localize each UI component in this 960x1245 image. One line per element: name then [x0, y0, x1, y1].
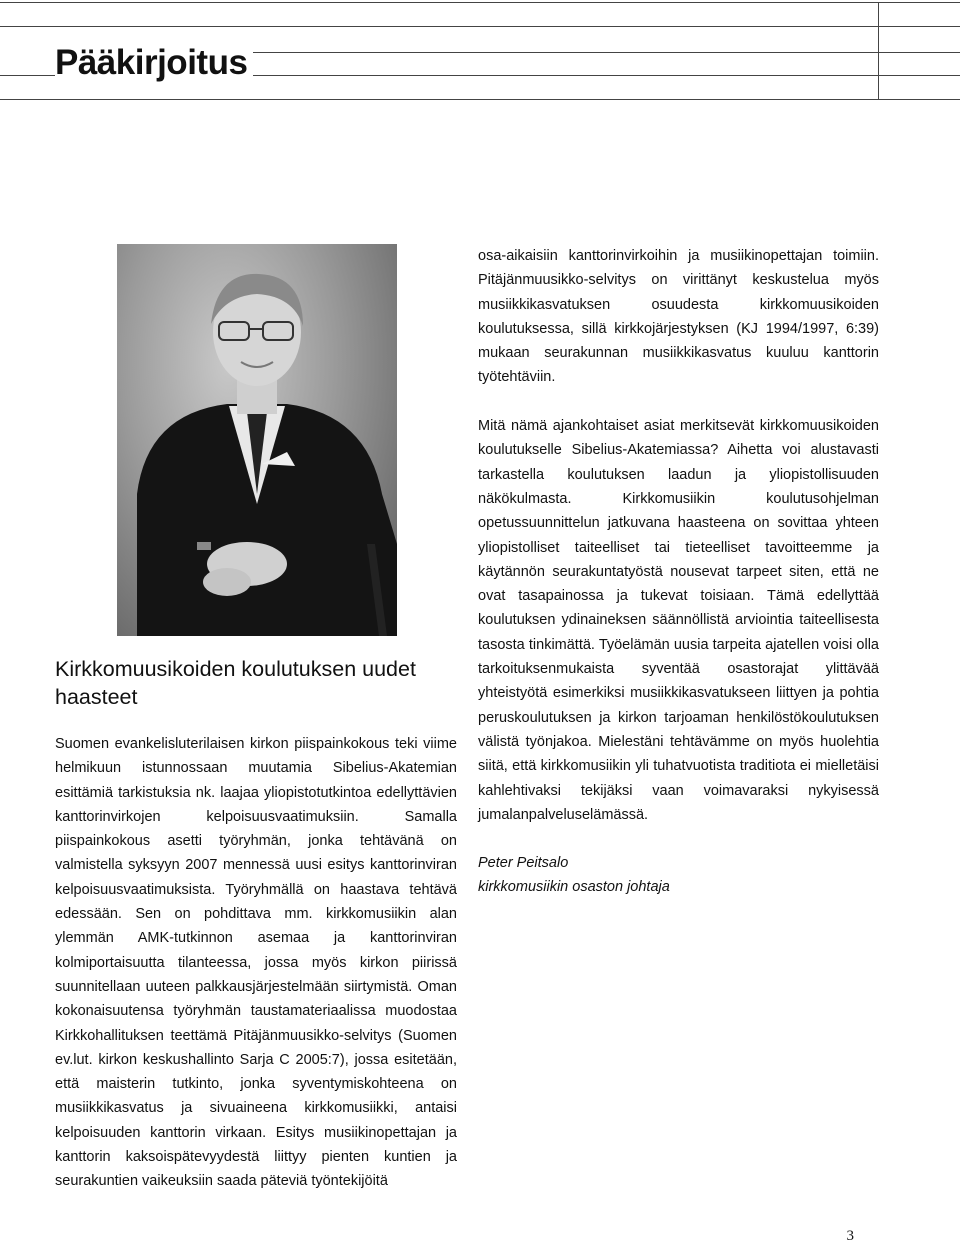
page-number: 3: [846, 1228, 854, 1244]
header-vertical-rule: [878, 2, 879, 99]
signature: [478, 851, 879, 900]
signature-role: kirkkomusiikin osaston johtaja: [478, 879, 670, 896]
portrait-icon: [117, 244, 397, 636]
portrait-photo: [117, 244, 397, 636]
article-left-column: [55, 655, 457, 1194]
article-paragraph: Mitä nämä ajankohtaiset asiat merkitsevät kirkkomuusikoiden koulutukselle Sibelius-Akatemiassa? Aihetta voi alustavasti tarkastella koulutuksen laadun ja yliopistollisuuden näkökulmasta. Kirkkomusiikin koulutusohjelman opetussuunnittelun jatkuvana haasteena on sovittaa yhteen yliopistolliset taiteelliset tai tieteelliset tavoitteemme ja käytännön seurakuntatyöstä nousevat tarpeet siten, että ne ovat tasapainossa ja tukevat toisiaan. Tämä edellyttää koulutuksen ydinaineksen säännöllistä arviointia taiteellisesta tasosta tinkimättä. Työelämän uusia tarpeita ajatellen voisi olla tarkoituksenmukaista syventää osastorajat ylittävää yhteistyötä esimerkiksi musiikkikasvatukseen liittyen ja pohtia peruskoulutuksen ja kirkon tarjoaman henkilöstökoulutuksen välistä työnjakoa. Mielestäni tehtävämme on myös huolehtia siitä, että kirkkomusiikin yli tuhatvuotista traditiota ei mielletäisi kahlehtivaksi tekijäksi vaan voimavaraksi nykyisessä jumalanpalveluselämässä.: [478, 418, 879, 823]
header-rule-2: [0, 26, 960, 27]
page-title: Pääkirjoitus: [55, 44, 253, 82]
header-rule-1: [0, 2, 960, 3]
article-paragraph: Suomen evankelisluterilaisen kirkon piispainkokous teki viime helmikuun istunnossaan muutamia Sibelius-Akatemian esittämiä tarkistuksia nk. laajaa yliopistotutkintoa edellyttävien kanttorinvirkojen kelpoisuusvaatimuksiin. Samalla piispainkokous asetti työryhmän, jonka tehtävänä on valmistella syksyyn 2007 mennessä uusi esitys kanttorinviran kelpoisuusvaatimuksista. Työryhmällä on haastava tehtävä edessään. Sen on pohdittava mm. kirkkomusiikin alan ylemmän AMK-tutkinnon asemaa ja kanttorinviran kolmiportaisuutta tilanteessa, jossa myös kirkon piirissä suunnitellaan uuteen palkkausjärjestelmään siirtymistä. Oman kokonaisuutensa työryhmän taustamateriaalissa muodostaa Kirkkohallituksen teettämä Pitäjänmuusikko-selvitys (Suomen ev.lut. kirkon keskushallinto Sarja C 2005:7), jossa esitetään, että maisterin tutkinto, jonka syventymiskohteena on musiikkikasvatus ja sivuaineena kirkkomusiikki, antaisi kelpoisuuden kanttorin virkaan. Esitys musiikinopettajan ja kanttorin kaksoispätevyydestä liittyy pienten kuntien ja seurakuntien vaikeuksiin saada päteviä työntekijöitä: [55, 736, 457, 1190]
article-right-column: [478, 244, 879, 900]
article-paragraph: osa-aikaisiin kanttorinvirkoihin ja musiikinopettajan toimiin. Pitäjänmuusikko-selvitys on virittänyt keskustelua myös musiikkikasvatuksen osuudesta kirkkomuusikoiden koulutuksessa, sillä kirkkojärjestyksen (KJ 1994/1997, 6:39) mukaan seurakunnan musiikkikasvatus kuuluu kanttorin työtehtäviin.: [478, 248, 879, 386]
header-rule-5: [0, 99, 960, 100]
section-heading: Kirkkomuusikoiden koulutuksen uudet haasteet: [55, 657, 416, 709]
signature-name: Peter Peitsalo: [478, 855, 569, 872]
